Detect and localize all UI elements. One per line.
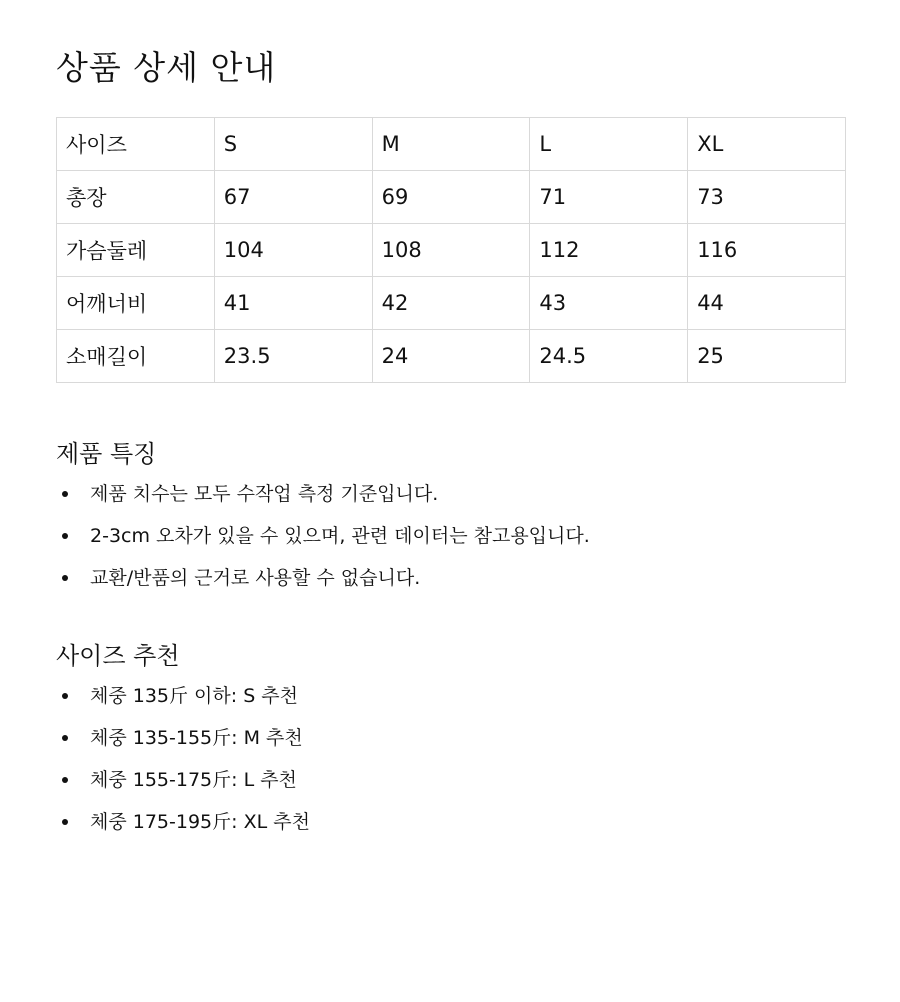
table-row [57,224,846,277]
table-cell: 24 [372,330,530,383]
table-cell: 어깨너비 [57,277,215,330]
list-item [56,480,846,522]
bullet-icon [62,533,68,539]
table-cell: L [530,118,688,171]
list-item-text: 제품 치수는 모두 수작업 측정 기준입니다. [90,483,439,505]
table-cell: 사이즈 [57,118,215,171]
list-item [56,766,846,808]
table-cell: 23.5 [214,330,372,383]
bullet-icon [62,575,68,581]
table-cell: 43 [530,277,688,330]
table-cell: 69 [372,171,530,224]
table-cell: 41 [214,277,372,330]
features-list [56,480,846,606]
table-cell: S [214,118,372,171]
recommend-title: 사이즈 추천 [56,642,180,670]
table-cell: 25 [688,330,846,383]
features-title: 제품 특징 [56,440,157,468]
list-item [56,564,846,606]
bullet-icon [62,777,68,783]
list-item-text: 체중 135-155斤: M 추천 [90,727,303,749]
list-item [56,808,846,850]
list-item-text: 교환/반품의 근거로 사용할 수 없습니다. [90,567,421,589]
table-cell: 67 [214,171,372,224]
table-cell: 24.5 [530,330,688,383]
table-cell: M [372,118,530,171]
table-cell: 104 [214,224,372,277]
list-item [56,522,846,564]
bullet-icon [62,819,68,825]
table-cell: 71 [530,171,688,224]
table-cell: XL [688,118,846,171]
recommend-list [56,682,846,850]
list-item-text: 2-3cm 오차가 있을 수 있으며, 관련 데이터는 참고용입니다. [90,525,590,547]
table-row-header [57,118,846,171]
table-row [57,330,846,383]
size-table [56,117,846,383]
table-cell: 112 [530,224,688,277]
bullet-icon [62,735,68,741]
bullet-icon [62,491,68,497]
table-cell: 44 [688,277,846,330]
list-item-text: 체중 155-175斤: L 추천 [90,769,297,791]
table-cell: 108 [372,224,530,277]
list-item-text: 체중 175-195斤: XL 추천 [90,811,310,833]
list-item-text: 체중 135斤 이하: S 추천 [90,685,299,707]
table-row [57,171,846,224]
table-cell: 소매길이 [57,330,215,383]
bullet-icon [62,693,68,699]
list-item [56,682,846,724]
table-cell: 가슴둘레 [57,224,215,277]
table-cell: 116 [688,224,846,277]
page-title: 상품 상세 안내 [56,48,277,87]
table-cell: 42 [372,277,530,330]
table-cell: 73 [688,171,846,224]
list-item [56,724,846,766]
table-cell: 총장 [57,171,215,224]
table-row [57,277,846,330]
